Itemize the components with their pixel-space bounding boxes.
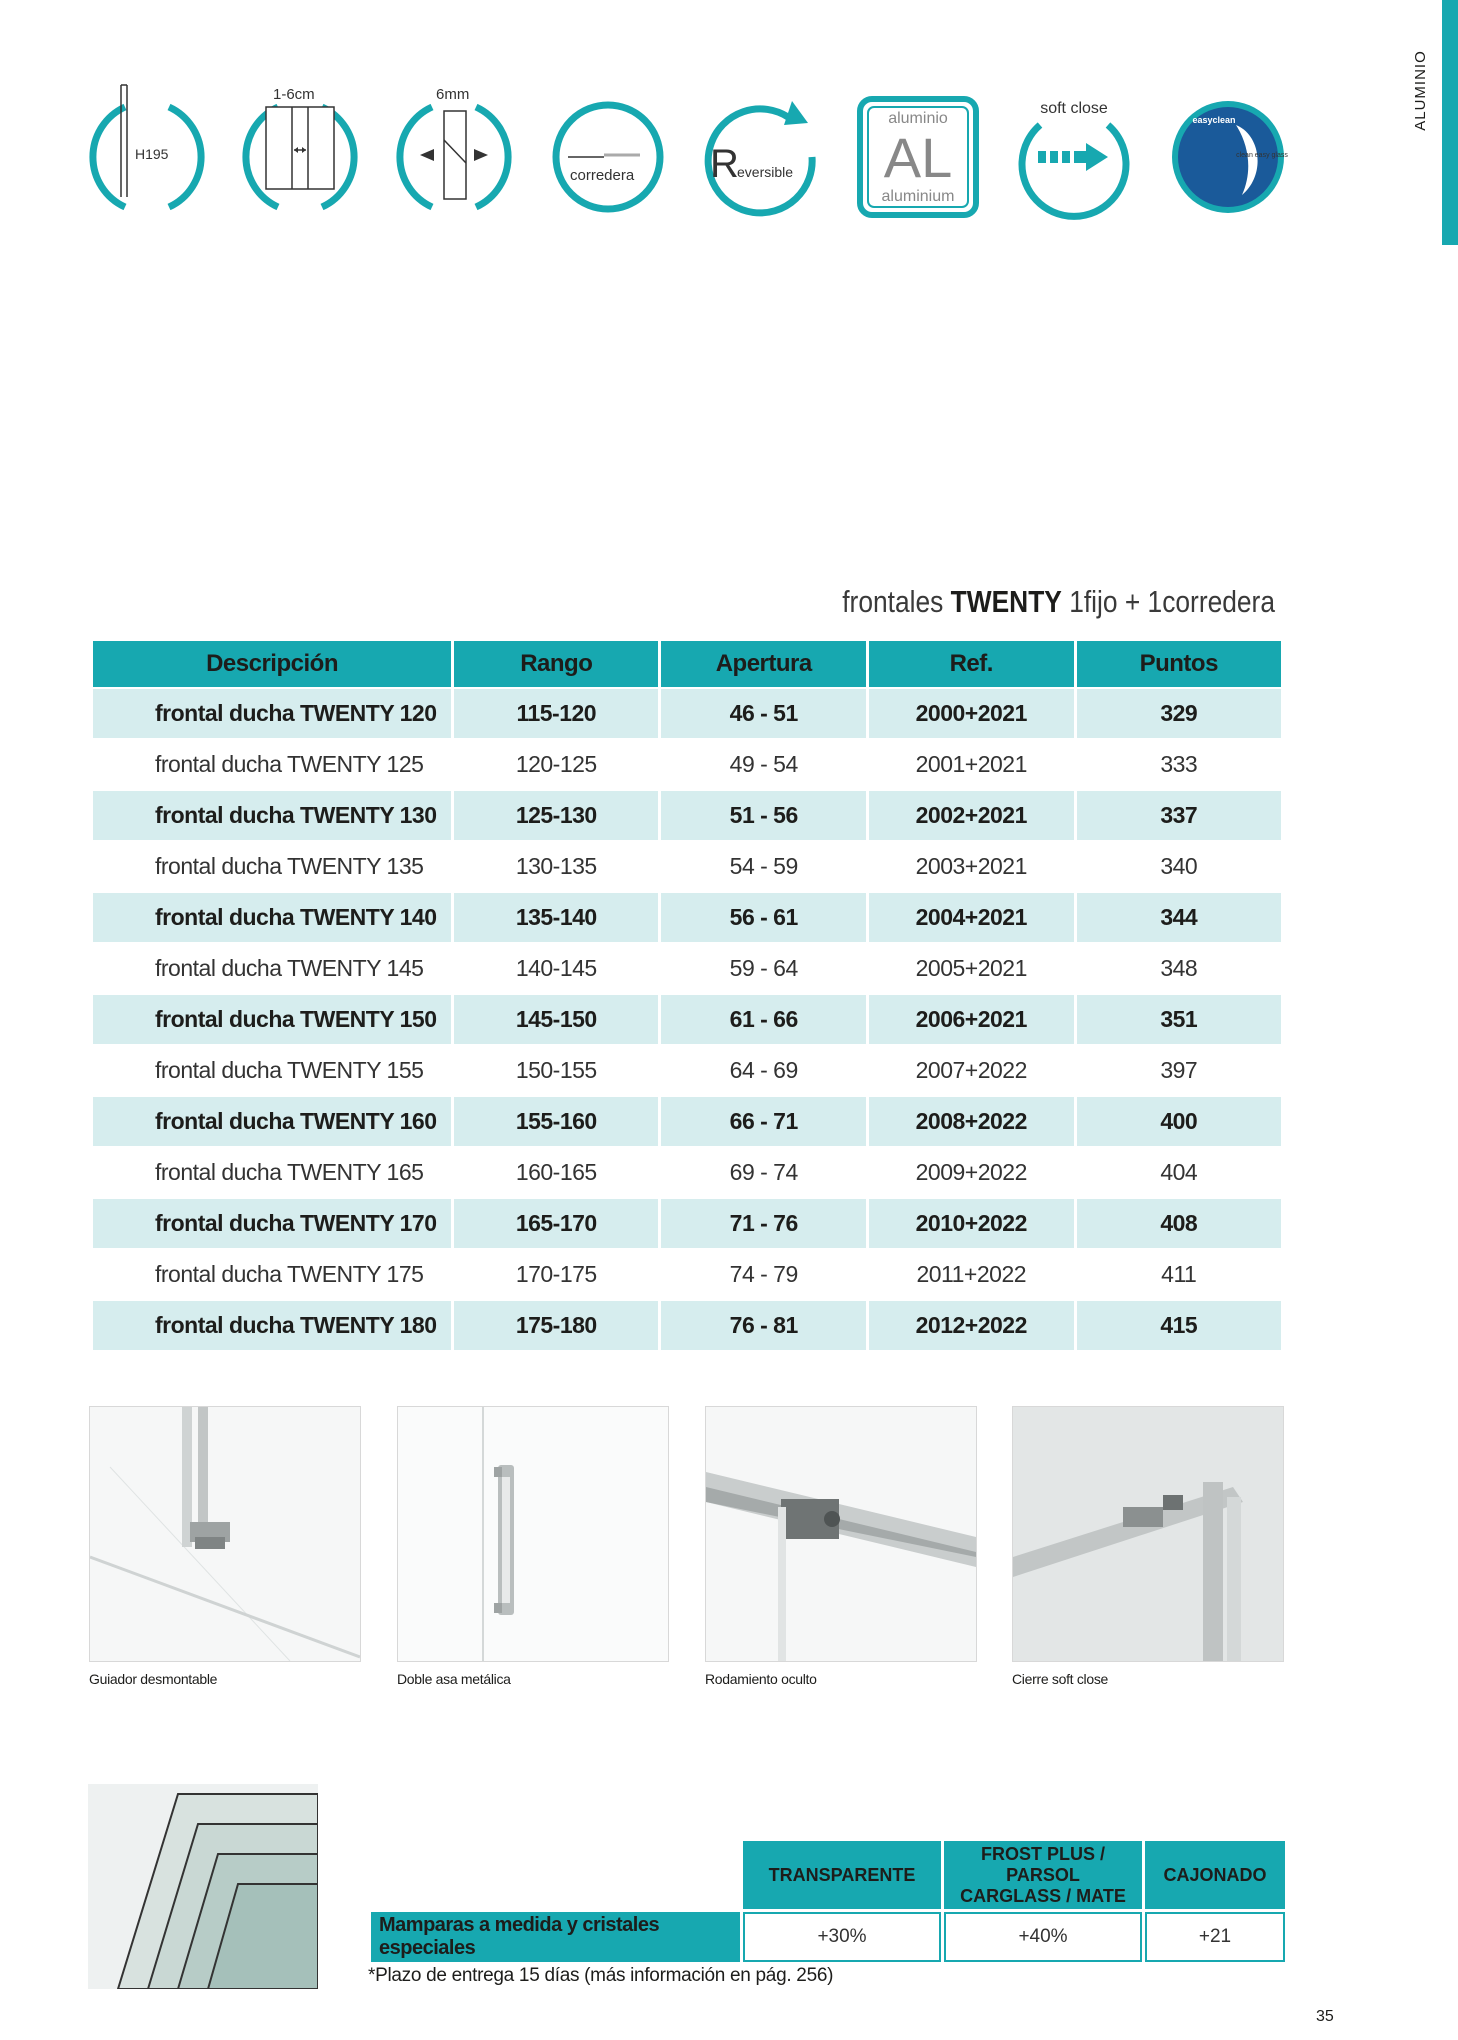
cell-puntos: 408: [1077, 1197, 1281, 1248]
cell-ref: 2011+2022: [869, 1248, 1074, 1299]
cell-apertura: 71 - 76: [661, 1197, 866, 1248]
svg-text:R: R: [710, 142, 739, 186]
svg-text:AL: AL: [883, 126, 953, 189]
cell-rango: 120-125: [454, 738, 658, 789]
table-row: [93, 687, 1281, 738]
cell-apertura: 49 - 54: [661, 738, 866, 789]
cell-ref: 2002+2021: [869, 789, 1074, 840]
cell-ref: 2006+2021: [869, 993, 1074, 1044]
table-row: [93, 891, 1281, 942]
svg-text:soft close: soft close: [1040, 100, 1108, 117]
cell-ref: 2004+2021: [869, 891, 1074, 942]
cell-puntos: 404: [1077, 1146, 1281, 1197]
cell-description: frontal ducha TWENTY 180: [93, 1299, 451, 1350]
cell-puntos: 348: [1077, 942, 1281, 993]
special-value-transparente: +30%: [743, 1912, 941, 1962]
cell-description: frontal ducha TWENTY 155: [93, 1044, 451, 1095]
special-value-cajonado: +21: [1145, 1912, 1285, 1962]
cell-apertura: 51 - 56: [661, 789, 866, 840]
cell-apertura: 66 - 71: [661, 1095, 866, 1146]
svg-text:1-6cm: 1-6cm: [273, 86, 315, 103]
easy-clean-icon: [1166, 95, 1290, 219]
photo-caption: Rodamiento oculto: [705, 1671, 817, 1687]
cell-apertura: 59 - 64: [661, 942, 866, 993]
cell-rango: 155-160: [454, 1095, 658, 1146]
soft-close-icon: [1012, 95, 1136, 219]
cell-puntos: 415: [1077, 1299, 1281, 1350]
table-row: [93, 993, 1281, 1044]
cell-apertura: 56 - 61: [661, 891, 866, 942]
table-row: [93, 738, 1281, 789]
svg-text:aluminio: aluminio: [888, 110, 948, 127]
cell-puntos: 333: [1077, 738, 1281, 789]
aluminium-icon: [856, 95, 980, 219]
table-header-row: [93, 641, 1281, 687]
cell-ref: 2005+2021: [869, 942, 1074, 993]
cell-rango: 150-155: [454, 1044, 658, 1095]
cell-puntos: 329: [1077, 687, 1281, 738]
section-tab-marker: [1442, 0, 1458, 245]
cell-description: frontal ducha TWENTY 140: [93, 891, 451, 942]
cell-rango: 115-120: [454, 687, 658, 738]
cell-ref: 2003+2021: [869, 840, 1074, 891]
svg-text:6mm: 6mm: [436, 86, 470, 103]
photo-handle-detail: [397, 1406, 669, 1662]
cell-description: frontal ducha TWENTY 125: [93, 738, 451, 789]
svg-text:corredera: corredera: [570, 167, 635, 184]
photo-guide-detail: [89, 1406, 361, 1662]
cell-description: frontal ducha TWENTY 135: [93, 840, 451, 891]
special-row-label: Mamparas a medida y cristales especiales: [371, 1912, 740, 1962]
header-cajonado: CAJONADO: [1145, 1841, 1285, 1909]
product-table: [90, 641, 1284, 1350]
svg-text:clean easy glass: clean easy glass: [1236, 152, 1288, 159]
cell-description: frontal ducha TWENTY 165: [93, 1146, 451, 1197]
cell-apertura: 64 - 69: [661, 1044, 866, 1095]
table-row: [93, 942, 1281, 993]
cell-description: frontal ducha TWENTY 150: [93, 993, 451, 1044]
cell-description: frontal ducha TWENTY 170: [93, 1197, 451, 1248]
cell-ref: 2001+2021: [869, 738, 1074, 789]
adjustment-range-icon: [238, 86, 362, 219]
special-glass-table: [368, 1838, 1288, 1965]
header-rango: Rango: [454, 641, 658, 687]
cell-apertura: 74 - 79: [661, 1248, 866, 1299]
cell-puntos: 411: [1077, 1248, 1281, 1299]
cell-rango: 170-175: [454, 1248, 658, 1299]
page-number: 35: [1316, 2008, 1334, 2025]
cell-apertura: 69 - 74: [661, 1146, 866, 1197]
photo-softclose-detail: [1012, 1406, 1284, 1662]
svg-text:aluminium: aluminium: [881, 188, 955, 205]
cell-description: frontal ducha TWENTY 175: [93, 1248, 451, 1299]
cell-description: frontal ducha TWENTY 145: [93, 942, 451, 993]
photo-caption: Guiador desmontable: [89, 1671, 218, 1687]
cell-ref: 2008+2022: [869, 1095, 1074, 1146]
cell-puntos: 340: [1077, 840, 1281, 891]
cell-puntos: 400: [1077, 1095, 1281, 1146]
cell-rango: 160-165: [454, 1146, 658, 1197]
header-frost-plus: FROST PLUS / PARSOL CARGLASS / MATE: [944, 1841, 1142, 1909]
delivery-footnote: *Plazo de entrega 15 días (más información en pág. 256): [368, 1965, 834, 1986]
sliding-door-icon: [546, 95, 670, 219]
height-icon: [85, 95, 209, 219]
special-value-frost: +40%: [944, 1912, 1142, 1962]
cell-description: frontal ducha TWENTY 120: [93, 687, 451, 738]
svg-text:eversible: eversible: [737, 164, 794, 180]
photo-roller-detail: [705, 1406, 977, 1662]
section-label: ALUMINIO: [1411, 49, 1429, 131]
cell-rango: 135-140: [454, 891, 658, 942]
cell-ref: 2009+2022: [869, 1146, 1074, 1197]
cell-ref: 2010+2022: [869, 1197, 1074, 1248]
photo-caption: Doble asa metálica: [397, 1671, 511, 1687]
header-puntos: Puntos: [1077, 641, 1281, 687]
cell-puntos: 344: [1077, 891, 1281, 942]
cell-rango: 145-150: [454, 993, 658, 1044]
cell-apertura: 46 - 51: [661, 687, 866, 738]
table-row: [93, 1146, 1281, 1197]
header-ref: Ref.: [869, 641, 1074, 687]
cell-ref: 2012+2022: [869, 1299, 1074, 1350]
table-row: [93, 1095, 1281, 1146]
cell-rango: 130-135: [454, 840, 658, 891]
table-row: [93, 1197, 1281, 1248]
glass-samples-photo: [88, 1784, 318, 1989]
glass-thickness-icon: [392, 86, 516, 219]
cell-description: frontal ducha TWENTY 160: [93, 1095, 451, 1146]
cell-ref: 2000+2021: [869, 687, 1074, 738]
special-row: [371, 1912, 1285, 1962]
cell-apertura: 54 - 59: [661, 840, 866, 891]
reversible-icon: [700, 95, 824, 219]
header-apertura: Apertura: [661, 641, 866, 687]
cell-puntos: 337: [1077, 789, 1281, 840]
table-row: [93, 1044, 1281, 1095]
table-row: [93, 1248, 1281, 1299]
special-header-row: [371, 1841, 1285, 1909]
cell-description: frontal ducha TWENTY 130: [93, 789, 451, 840]
table-row: [93, 1299, 1281, 1350]
header-descripcion: Descripción: [93, 641, 451, 687]
cell-apertura: 76 - 81: [661, 1299, 866, 1350]
cell-ref: 2007+2022: [869, 1044, 1074, 1095]
photo-caption: Cierre soft close: [1012, 1671, 1109, 1687]
product-title: frontales TWENTY 1fijo + 1corredera: [842, 584, 1275, 619]
cell-rango: 125-130: [454, 789, 658, 840]
svg-text:H195: H195: [135, 146, 169, 162]
cell-rango: 165-170: [454, 1197, 658, 1248]
cell-rango: 175-180: [454, 1299, 658, 1350]
cell-puntos: 397: [1077, 1044, 1281, 1095]
table-row: [93, 789, 1281, 840]
table-row: [93, 840, 1281, 891]
header-transparente: TRANSPARENTE: [743, 1841, 941, 1909]
cell-rango: 140-145: [454, 942, 658, 993]
cell-puntos: 351: [1077, 993, 1281, 1044]
svg-text:easyclean: easyclean: [1192, 115, 1236, 125]
cell-apertura: 61 - 66: [661, 993, 866, 1044]
